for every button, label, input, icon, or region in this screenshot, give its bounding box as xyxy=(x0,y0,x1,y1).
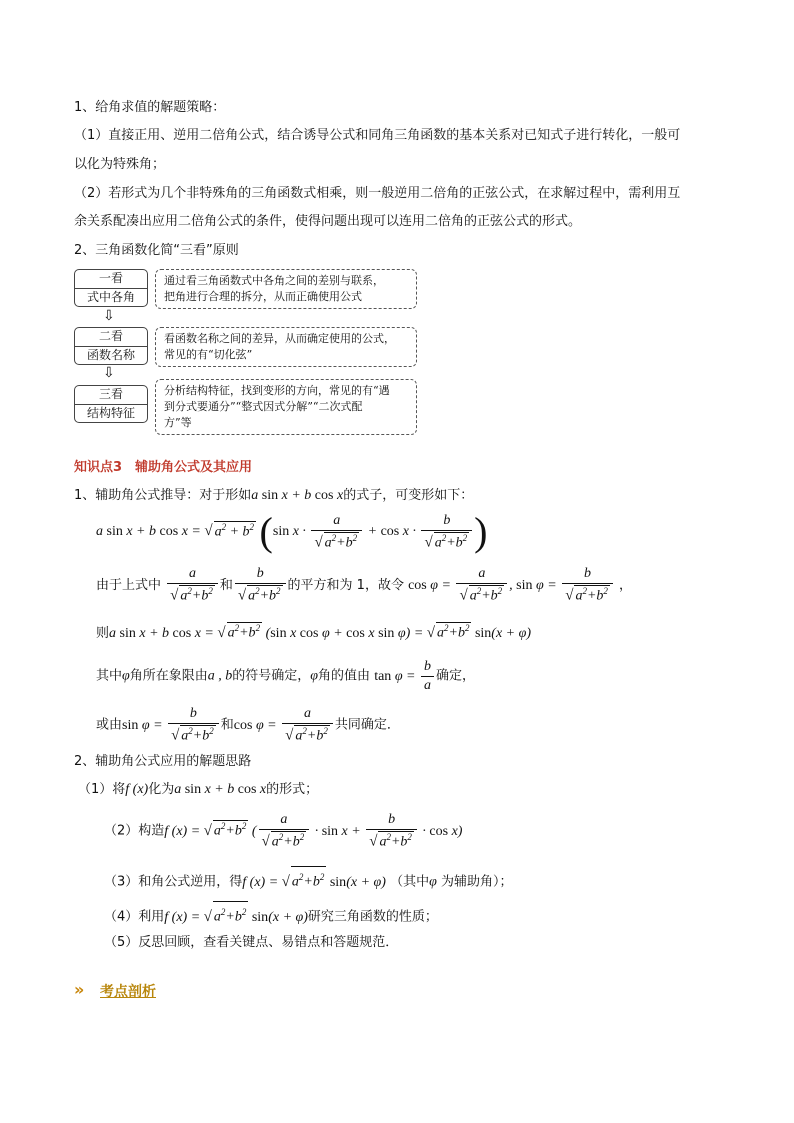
frac-a: $\frac{a}{√ a^2+b^2}$ xyxy=(167,566,218,605)
s1-b: 化为 xyxy=(148,782,175,797)
line2-mid: 的平方和为 1，故令 xyxy=(287,577,404,593)
section-heading-kaodian: 考点剖析 xyxy=(100,984,156,1000)
line5-prefix: 或由 xyxy=(96,717,123,733)
step1-bottom: 式中各角 xyxy=(86,290,135,304)
step1-label xyxy=(74,269,148,307)
apply-step1: （1）将f (x)化为a sin x + b cos x的形式； xyxy=(78,782,319,797)
line4-e: 确定， xyxy=(436,668,476,684)
step1-desc xyxy=(155,269,417,309)
step2-desc-line2: 常见的有“切化弦” xyxy=(164,348,253,361)
line4-c: 的符号确定， xyxy=(232,668,311,684)
step3-desc-line1: 分析结构特征，找到变形的方向，常见的有“遇 xyxy=(164,384,390,397)
down-arrow-icon: ⇩ xyxy=(103,365,115,381)
line3-prefix: 则 xyxy=(96,626,110,641)
s2-a: （2）构造 xyxy=(104,823,165,839)
step1-desc-line2: 把角进行合理的拆分，从而正确使用公式 xyxy=(164,290,362,303)
step3-desc-line3: 方”等 xyxy=(164,416,192,429)
step2-desc xyxy=(155,327,417,367)
tan-phi-eq: tan φ = $\frac{b}{a}$ xyxy=(374,669,436,684)
frac-b: $\frac{b}{√ a^2+b^2}$ xyxy=(235,566,286,605)
derive-expr: a sin x + b cos x xyxy=(251,488,344,503)
step2-bottom: 函数名称 xyxy=(86,348,135,362)
section1-p2a: （2）若形式为几个非特殊角的三角函数式相乘，则一般逆用二倍角的正弦公式，在求解过程中，需利用互 xyxy=(74,186,681,201)
s3-b: （其中 xyxy=(390,874,430,890)
line2-prefix: 由于上式中 xyxy=(96,577,162,593)
step2-top: 二看 xyxy=(75,328,147,347)
s1-a: （1）将 xyxy=(78,782,126,797)
step1-top: 一看 xyxy=(75,270,147,289)
derive-line xyxy=(74,486,473,506)
step2-desc-line1: 看函数名称之间的差异，从而确定使用的公式， xyxy=(164,332,395,345)
step3-desc-line2: 到分式要通分”“整式因式分解”“二次式配 xyxy=(164,400,363,413)
step3-desc xyxy=(155,379,417,435)
apply-step2: （2）构造f (x) = √ $a^2+b^2$ ( $\frac{a}{√ a^2+b^2}$ · sin x + $\frac{b}{√ a^2+b^2}$ · cos x) xyxy=(104,812,463,850)
line5-tail: 共同确定． xyxy=(334,717,400,733)
derive-line4: 其中φ角所在象限由a , b的符号确定，φ角的值由 tan φ = $\frac{b}{a}$ 确定， xyxy=(96,659,476,693)
s3-a: （3）和角公式逆用，得 xyxy=(104,874,243,890)
section1-p1a: （1）直接正用、逆用二倍角公式，结合诱导公式和同角三角函数的基本关系对已知式子进行转化，一般可 xyxy=(74,128,681,143)
apply-step4: （4）利用f (x) = √ $a^2+b^2$ sin(x + φ)研究三角函数的性质； xyxy=(104,901,438,928)
step2-label xyxy=(74,327,148,365)
derive-line2: 由于上式中 $\frac{a}{√ a^2+b^2}$ 和 $\frac{b}{√ a^2+b^2}$ 的平方和为 1，故令 cos φ = $\frac{a}{√ a^2+b^2}$ , sin φ = $\frac{b}{√ a^2+b^2}$ ， xyxy=(96,566,633,604)
s3-c: 为辅助角）； xyxy=(440,874,513,890)
line4-a: 其中 xyxy=(96,668,123,684)
line5-and: 和 xyxy=(220,717,234,733)
derive-tail: 的式子，可变形如下： xyxy=(343,488,474,503)
section1-title: 1、给角求值的解题策略： xyxy=(74,100,226,115)
apply-step3: （3）和角公式逆用，得f (x) = √ $a^2+b^2$ sin(x + φ) （其中φ 为辅助角）； xyxy=(104,866,512,893)
derive-title: 1、辅助角公式推导：对于形如 xyxy=(74,488,252,503)
formula-derivation: a sin x + b cos x = √ $a^2 + b^2$ (sin x · $\frac{a}{√ a^2+b^2}$ + cos x · $\frac{b}{√ a^2+b^2}$ ) xyxy=(96,509,488,554)
s1-c: 的形式； xyxy=(266,782,319,797)
s4-b: 研究三角函数的性质； xyxy=(307,909,438,925)
apply-title: 2、辅助角公式应用的解题思路 xyxy=(74,754,252,769)
step3-bottom: 结构特征 xyxy=(86,406,135,420)
line4-b: 角所在象限由 xyxy=(129,668,208,684)
step3-top: 三看 xyxy=(75,386,147,405)
derive-line3 xyxy=(96,622,531,642)
step3-label xyxy=(74,385,148,423)
knowledge3-title: 知识点3 辅助角公式及其应用 xyxy=(74,460,253,475)
down-arrow-icon: ⇩ xyxy=(103,308,115,324)
section2-title: 2、三角函数化简“三看”原则 xyxy=(74,243,239,258)
section1-p2b: 余关系配凑出应用二倍角公式的条件，使得问题出现可以连用二倍角的正弦公式的形式。 xyxy=(74,214,582,229)
section1-p1b: 以化为特殊角； xyxy=(74,157,166,172)
line4-d: 角的值由 xyxy=(318,668,371,684)
derive-line5: 或由sin φ = $\frac{b}{√ a^2+b^2}$ 和cos φ = $\frac{a}{√ a^2+b^2}$ 共同确定． xyxy=(96,706,400,744)
cos-phi-eq: cos φ = $\frac{a}{√ a^2+b^2}$ , sin φ = $\frac{b}{√ a^2+b^2}$ xyxy=(408,578,615,593)
apply-step5: （5）反思回顾，查看关键点、易错点和答题规范． xyxy=(104,935,399,950)
step1-desc-line1: 通过看三角函数式中各角之间的差别与联系， xyxy=(164,274,384,287)
line2-and: 和 xyxy=(219,577,233,593)
line3-formula: a sin x + b cos x = √ $a^2+b^2$ (sin x cos φ + cos x sin φ) = √ $a^2+b^2$ sin(x + φ) xyxy=(109,623,532,641)
chevron-right-icon: » xyxy=(74,980,85,999)
s4-a: （4）利用 xyxy=(104,909,165,925)
